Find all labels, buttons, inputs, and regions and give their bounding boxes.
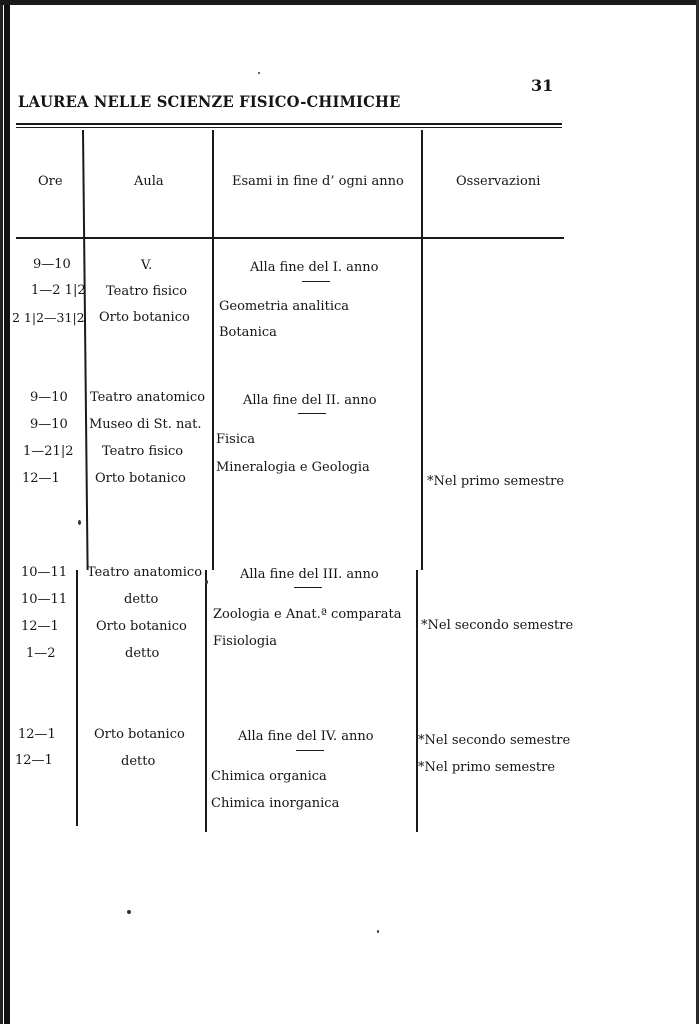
column-divider-2 [212,130,214,570]
header-rule-thin [16,127,562,128]
year3-ore-3: 12—1 [21,619,59,634]
year4-heading-dash [296,750,324,751]
year2-esame-1: Fisica [216,432,256,447]
page-top-edge [0,0,699,5]
scan-speck [127,910,131,914]
year4-heading: Alla fine del IV. anno [238,729,374,744]
year1-heading-dash [302,281,330,282]
binding-edge [4,0,10,1024]
year2-heading-dash [298,413,326,414]
column-divider-1b [76,570,78,826]
year4-ore-2: 12—1 [15,753,53,768]
year3-osservazione-1: *Nel secondo semestre [421,618,574,633]
year2-aula-1: Teatro anatomico [90,390,206,405]
year4-ore-1: 12—1 [18,727,56,742]
year3-aula-4: detto [125,646,160,661]
header-ore: Ore [38,174,63,189]
year3-ore-2: 10—11 [21,592,68,607]
column-divider-1 [82,130,88,570]
year1-ore-3: 2 1|2—31|2 [12,310,85,325]
scan-speck [377,930,379,933]
column-divider-3 [421,130,423,570]
page-number: 31 [531,76,554,95]
year2-heading: Alla fine del II. anno [243,393,377,408]
column-divider-3b [416,570,418,832]
year1-ore-1: 9—10 [33,257,71,272]
year3-heading: Alla fine del III. anno [240,567,379,582]
year4-esame-1: Chimica organica [211,769,327,784]
year2-esame-2: Mineralogia e Geologia [216,460,370,475]
year2-ore-3: 1—21|2 [23,444,74,459]
column-header-rule [16,237,564,239]
year3-aula-3: Orto botanico [96,619,187,634]
year1-aula-3: Orto botanico [99,310,190,325]
year3-aula-2: detto [124,592,159,607]
year2-osservazione-1: *Nel primo semestre [427,474,565,489]
header-rule-thick [16,123,562,125]
year3-esame-1: Zoologia e Anat.ª comparata [213,607,402,622]
year4-aula-2: detto [121,754,156,769]
year2-ore-4: 12—1 [22,471,60,486]
year2-aula-3: Teatro fisico [102,444,184,459]
year2-ore-2: 9—10 [30,417,68,432]
binding-edge-outer [0,0,3,1024]
year2-ore-1: 9—10 [30,390,68,405]
header-osservazioni: Osservazioni [456,174,541,189]
year1-aula-1: V. [141,258,153,273]
year3-aula-1: Teatro anatomico [87,565,203,580]
page-title: LAUREA NELLE SCIENZE FISICO-CHIMICHE [18,92,401,111]
year4-esame-2: Chimica inorganica [211,796,340,811]
header-esami: Esami in fine d’ ogni anno [232,174,404,189]
year3-ore-4: 1—2 [26,646,56,661]
year1-ore-2: 1—2 1|2 [31,283,86,298]
scan-speck [78,520,81,525]
year3-ore-1: 10—11 [21,565,68,580]
scan-speck [258,72,260,74]
year1-aula-2: Teatro fisico [106,284,188,299]
year1-esame-2: Botanica [219,325,277,340]
scan-speck [205,580,208,584]
year4-aula-1: Orto botanico [94,727,185,742]
year1-esame-1: Geometria analitica [219,299,350,314]
year3-esame-2: Fisiologia [213,634,278,649]
year2-aula-2: Museo di St. nat. [89,417,202,432]
year4-osservazione-1: *Nel secondo semestre [418,733,571,748]
year4-osservazione-2: *Nel primo semestre [418,760,556,775]
year1-heading: Alla fine del I. anno [250,260,379,275]
year3-heading-dash [294,587,322,588]
column-divider-2b [205,570,207,832]
year2-aula-4: Orto botanico [95,471,186,486]
header-aula: Aula [134,174,164,189]
